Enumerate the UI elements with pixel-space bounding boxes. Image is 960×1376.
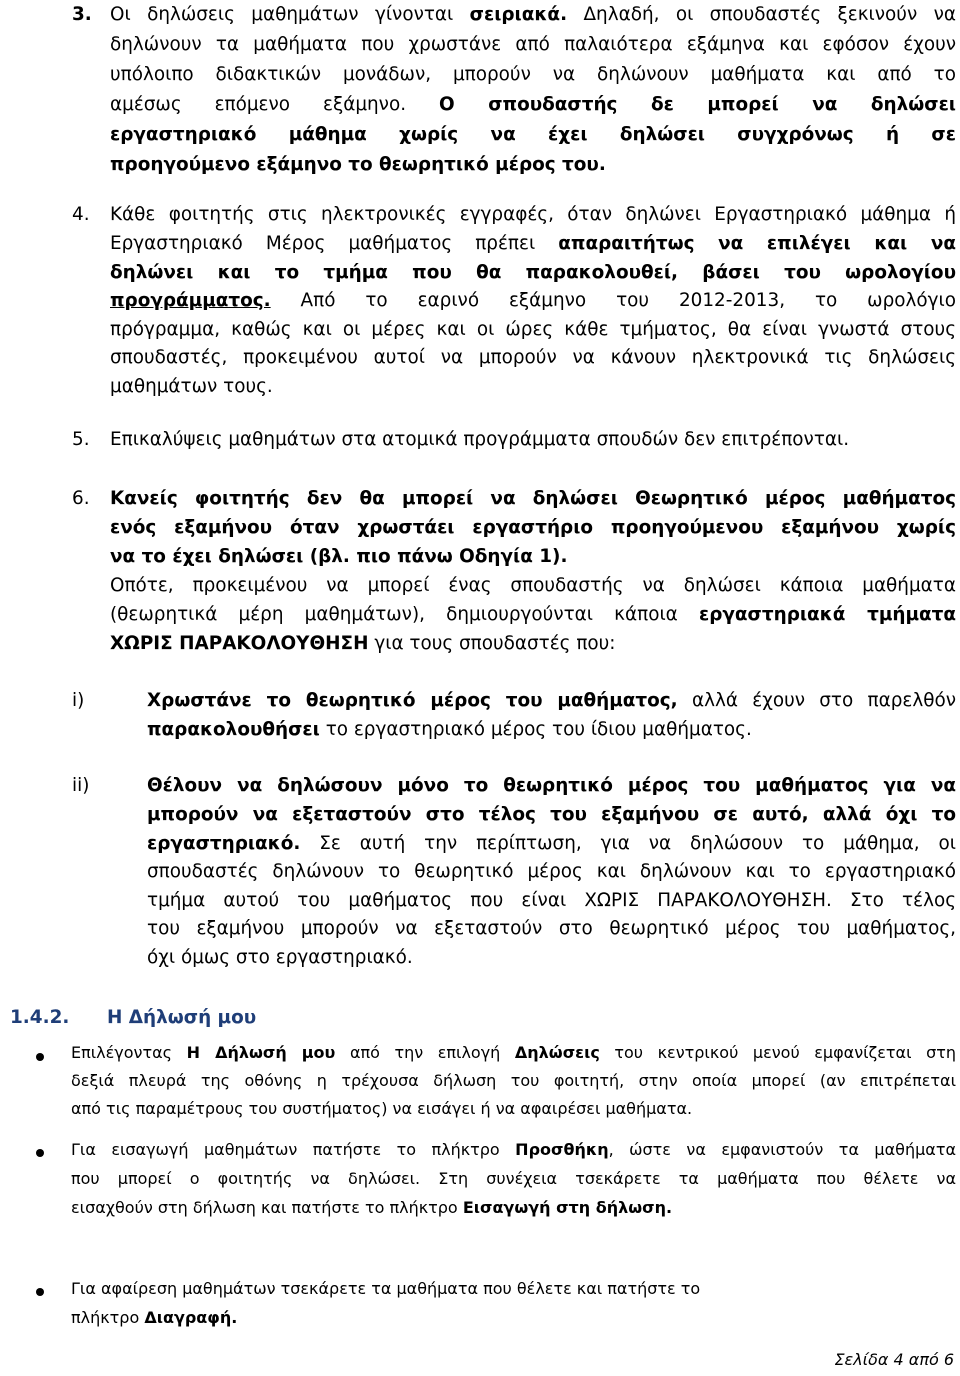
- sub-item-i-line-1: Χρωστάνε το θεωρητικό μέρος του μαθήματος, αλλά έχουν στο παρελθόν: [147, 690, 956, 711]
- sub-item-ii-line-3: εργαστηριακό. Σε αυτή την περίπτωση, για να δηλώσουν το μάθημα, οι: [147, 833, 956, 854]
- item-4-line-2: Εργαστηριακό Μέρος μαθήματος πρέπει απαραιτήτως να επιλέγει και να: [110, 233, 956, 254]
- bullet-2-line-3: εισαχθούν στη δήλωση και πατήστε το πλήκτρο Εισαγωγή στη δήλωση.: [71, 1198, 673, 1217]
- item-4-line-7: μαθημάτων τους.: [110, 376, 273, 397]
- sub-item-ii-line-6: του εξαμήνου μπορούν να εξεταστούν στο θεωρητικό μέρος του μαθήματος,: [147, 918, 956, 939]
- bullet-1-line-3: από τις παραμέτρους του συστήματος) να εισάγει ή να αφαιρέσει μαθήματα.: [71, 1099, 693, 1118]
- item-4-line-1: Κάθε φοιτητής στις ηλεκτρονικές εγγραφές, όταν δηλώνει Εργαστηριακό μάθημα ή: [110, 204, 956, 225]
- sub-item-ii-number: ii): [72, 775, 90, 796]
- section-title: Η Δήλωσή μου: [107, 1007, 257, 1028]
- sub-item-ii-line-1: Θέλουν να δηλώσουν μόνο το θεωρητικό μέρος του μαθήματος για να: [147, 775, 956, 796]
- item-6-line-6: ΧΩΡΙΣ ΠΑΡΑΚΟΛΟΥΘΗΣΗ για τους σπουδαστές που:: [110, 633, 616, 654]
- sub-item-i-number: i): [72, 690, 85, 711]
- item-4-number: 4.: [72, 204, 90, 225]
- item-6-line-2: ενός εξαμήνου όταν χρωστάει εργαστήριο προηγούμενου εξαμήνου χωρίς: [110, 517, 956, 538]
- item-3-line-4: αμέσως επόμενο εξάμηνο. Ο σπουδαστής δε μπορεί να δηλώσει: [110, 94, 956, 115]
- bullet-dot-icon: [36, 1288, 44, 1296]
- bullet-1-line-2: δεξιά πλευρά της οθόνης η τρέχουσα δήλωση του φοιτητή, στην οποία μπορεί (αν επιτρέπεται: [71, 1071, 956, 1090]
- item-4-line-3: δηλώνει και το τμήμα που θα παρακολουθεί, βάσει του ωρολογίου: [110, 262, 956, 283]
- item-5-number: 5.: [72, 429, 90, 450]
- item-4-line-5: πρόγραμμα, καθώς και οι μέρες και οι ώρες κάθε τμήματος, θα είναι γνωστά στους: [110, 319, 956, 340]
- item-6-number: 6.: [72, 488, 90, 509]
- item-6-line-4: Οπότε, προκειμένου να μπορεί ένας σπουδαστής να δηλώσει κάποια μαθήματα: [110, 575, 956, 596]
- item-3-line-5: εργαστηριακό μάθημα χωρίς να έχει δηλώσει συγχρόνως ή σε: [110, 124, 956, 145]
- bullet-1-line-1: Επιλέγοντας Η Δήλωσή μου από την επιλογή Δηλώσεις του κεντρικού μενού εμφανίζεται στη: [71, 1043, 956, 1062]
- item-3-number: 3.: [72, 4, 92, 25]
- sub-item-ii-line-7: όχι όμως στο εργαστηριακό.: [147, 947, 413, 968]
- sub-item-ii-line-5: τμήμα αυτού του μαθήματος που είναι ΧΩΡΙΣ ΠΑΡΑΚΟΛΟΥΘΗΣΗ. Στο τέλος: [147, 890, 956, 911]
- bullet-2-line-1: Για εισαγωγή μαθημάτων πατήστε το πλήκτρο Προσθήκη, ώστε να εμφανιστούν τα μαθήματα: [71, 1140, 956, 1159]
- item-3-line-1: Οι δηλώσεις μαθημάτων γίνονται σειριακά. Δηλαδή, οι σπουδαστές ξεκινούν να: [110, 4, 956, 25]
- item-3-line-3: υπόλοιπο διδακτικών μονάδων, μπορούν να δηλώνουν μαθήματα και από το: [110, 64, 956, 85]
- item-4-line-6: σπουδαστές, προκειμένου αυτοί να μπορούν να κάνουν ηλεκτρονικά τις δηλώσεις: [110, 347, 956, 368]
- item-6-line-5: (θεωρητικά μέρη μαθημάτων), δημιουργούνται κάποια εργαστηριακά τμήματα: [110, 604, 956, 625]
- bullet-3-line-1: Για αφαίρεση μαθημάτων τσεκάρετε τα μαθήματα που θέλετε και πατήστε το: [71, 1279, 701, 1298]
- sub-item-i-line-2: παρακολουθήσει το εργαστηριακό μέρος του ίδιου μαθήματος.: [147, 719, 752, 740]
- item-5-text: Επικαλύψεις μαθημάτων στα ατομικά προγράμματα σπουδών δεν επιτρέπονται.: [110, 429, 850, 450]
- item-4-line-4: προγράμματος. Από το εαρινό εξάμηνο του 2012-2013, το ωρολόγιο: [110, 290, 956, 311]
- bullet-dot-icon: [36, 1149, 44, 1157]
- item-6-line-1: Κανείς φοιτητής δεν θα μπορεί να δηλώσει Θεωρητικό μέρος μαθήματος: [110, 488, 956, 509]
- bullet-3-line-2: πλήκτρο Διαγραφή.: [71, 1308, 238, 1327]
- page-number: Σελίδα 4 από 6: [834, 1350, 954, 1369]
- section-number: 1.4.2.: [10, 1007, 70, 1028]
- sub-item-ii-line-4: σπουδαστές δηλώνουν το θεωρητικό μέρος και δηλώνουν και το εργαστηριακό: [147, 861, 956, 882]
- bullet-dot-icon: [36, 1053, 44, 1061]
- bullet-2-line-2: που μπορεί ο φοιτητής να δηλώσει. Στη συνέχεια τσεκάρετε τα μαθήματα που θέλετε να: [71, 1169, 956, 1188]
- item-6-line-3: να το έχει δηλώσει (βλ. πιο πάνω Οδηγία 1).: [110, 546, 568, 567]
- sub-item-ii-line-2: μπορούν να εξεταστούν στο τέλος του εξαμήνου σε αυτό, αλλά όχι το: [147, 804, 956, 825]
- item-3-line-2: δηλώνουν τα μαθήματα που χρωστάνε από παλαιότερα εξάμηνα και εφόσον έχουν: [110, 34, 956, 55]
- item-3-line-6: προηγούμενο εξάμηνο το θεωρητικό μέρος του.: [110, 154, 606, 175]
